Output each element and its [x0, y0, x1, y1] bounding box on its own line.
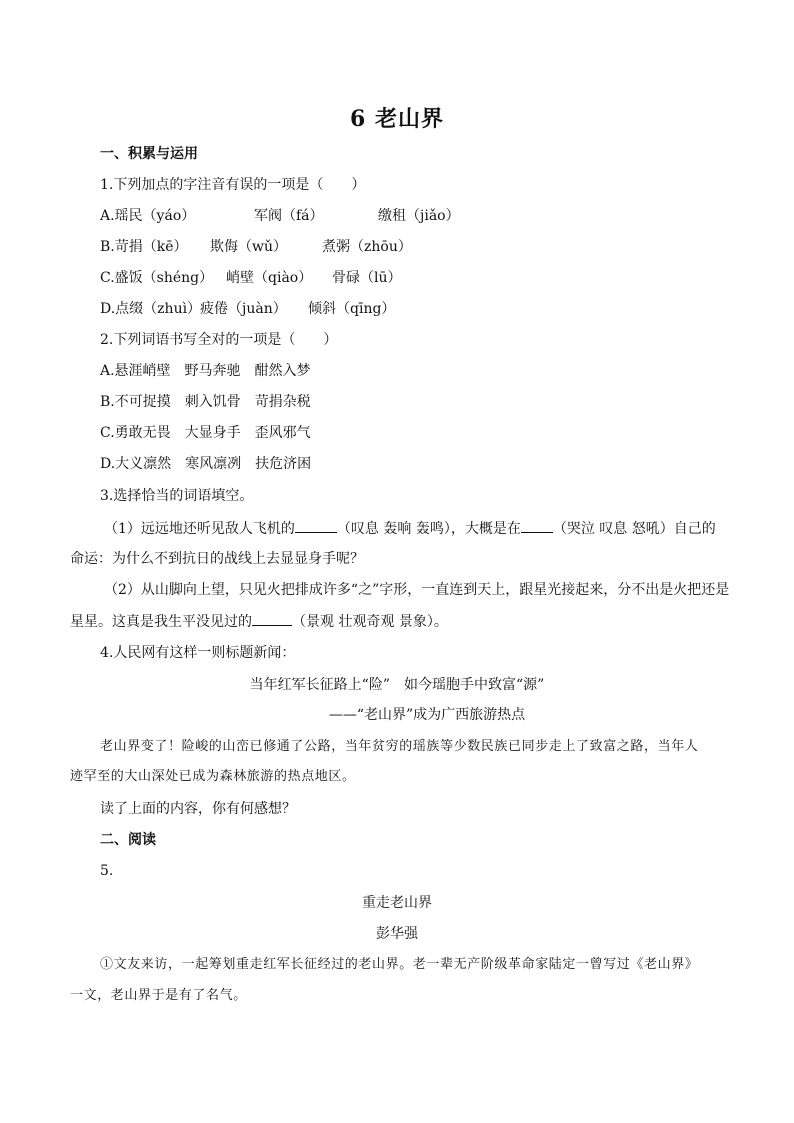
section-heading-2: 二、阅读: [100, 832, 156, 848]
question-3-part-2-line-1: （2）从山脚向上望，只见火把排成许多“之”字形，一直连到天上，跟星光接起来，分不出是火把还是: [104, 582, 730, 598]
news-body-line-1: 老山界变了！险峻的山峦已修通了公路，当年贫穷的瑶族等少数民族已同步走上了致富之路，当年人: [100, 739, 699, 754]
fill-blank-2[interactable]: [521, 518, 553, 533]
question-1-option-c: [100, 268, 402, 288]
q3-p1-text-a: （1）远远地还听见敌人飞机的: [104, 521, 295, 537]
question-1-option-d: [100, 299, 395, 319]
fill-blank-3[interactable]: [252, 611, 292, 626]
question-1-option-b: [100, 237, 412, 257]
question-5-number: 5.: [100, 863, 114, 879]
option-d-item-2: 疲倦（juàn）: [200, 301, 287, 317]
q3-p2-text-c: （景观 壮观奇观 景象）。: [292, 614, 448, 630]
question-2-option-a: A.悬涯峭壁 野马奔驰 酣然入梦: [100, 363, 311, 379]
option-b-item-3: 煮粥（zhōu）: [322, 239, 412, 255]
option-c-item-3: 骨碌（lū）: [332, 270, 402, 286]
option-c-item-1: C.盛饭（shéng）: [100, 270, 214, 286]
section-heading-1: 一、积累与运用: [100, 146, 198, 162]
question-4-ask: 读了上面的内容，你有何感想？: [100, 801, 296, 817]
option-a-item-3: 缴租（jiǎo）: [378, 208, 460, 224]
article-title: 重走老山界: [362, 895, 432, 911]
news-headline: 当年红军长征路上“险” 如今瑶胞手中致富“源”: [249, 677, 545, 693]
question-2-option-c: C.勇敢无畏 大显身手 歪风邪气: [100, 425, 311, 441]
question-2-stem: 2.下列词语书写全对的一项是（ ）: [100, 332, 338, 348]
option-a-item-1: A.瑶民（yáo）: [100, 208, 196, 224]
q3-p1-text-c: （哭泣 叹息 怒吼）自己的: [552, 521, 716, 537]
question-3-part-1-line-2: 命运：为什么不到抗日的战线上去显显身手呢？: [70, 551, 364, 567]
question-4-stem: 4.人民网有这样一则标题新闻：: [100, 645, 296, 661]
option-d-item-1: D.点缀（zhuì）: [100, 301, 202, 317]
question-1-stem: 1.下列加点的字注音有误的一项是（ ）: [100, 177, 366, 193]
option-a-item-2: 军阀（fá）: [254, 208, 324, 224]
question-1-option-a: [100, 206, 460, 226]
news-subheadline: ——“老山界”成为广西旅游热点: [328, 707, 526, 723]
page-title: 6 老山界: [350, 106, 444, 132]
article-paragraph-1-line-1: ①文友来访，一起筹划重走红军长征经过的老山界。老一辈无产阶级革命家陆定一曾写过《老山界》: [100, 957, 699, 972]
question-3-part-2-line-2: [70, 611, 448, 632]
question-3-part-1-line-1: [104, 518, 716, 539]
question-2-option-b: B.不可捉摸 刺入饥骨 苛捐杂税: [100, 394, 311, 410]
question-2-option-d: D.大义凛然 寒风凛冽 扶危济困: [100, 456, 312, 472]
news-body-line-2: 迹罕至的大山深处已成为森林旅游的热点地区。: [70, 769, 356, 784]
q3-p1-text-b: （叹息 轰响 轰鸣），大概是在: [336, 521, 521, 537]
q3-p2-text-b: 星星。这真是我生平没见过的: [70, 614, 252, 630]
option-b-item-2: 欺侮（wǔ）: [210, 239, 287, 255]
article-author: 彭华强: [376, 926, 418, 942]
article-paragraph-1-line-2: 一文，老山界于是有了名气。: [70, 988, 247, 1003]
question-3-stem: 3.选择恰当的词语填空。: [100, 488, 254, 504]
option-b-item-1: B.苛捐（kē）: [100, 239, 188, 255]
option-d-item-3: 倾斜（qīng）: [308, 301, 396, 317]
option-c-item-2: 峭壁（qiào）: [226, 270, 313, 286]
fill-blank-1[interactable]: [295, 518, 337, 533]
